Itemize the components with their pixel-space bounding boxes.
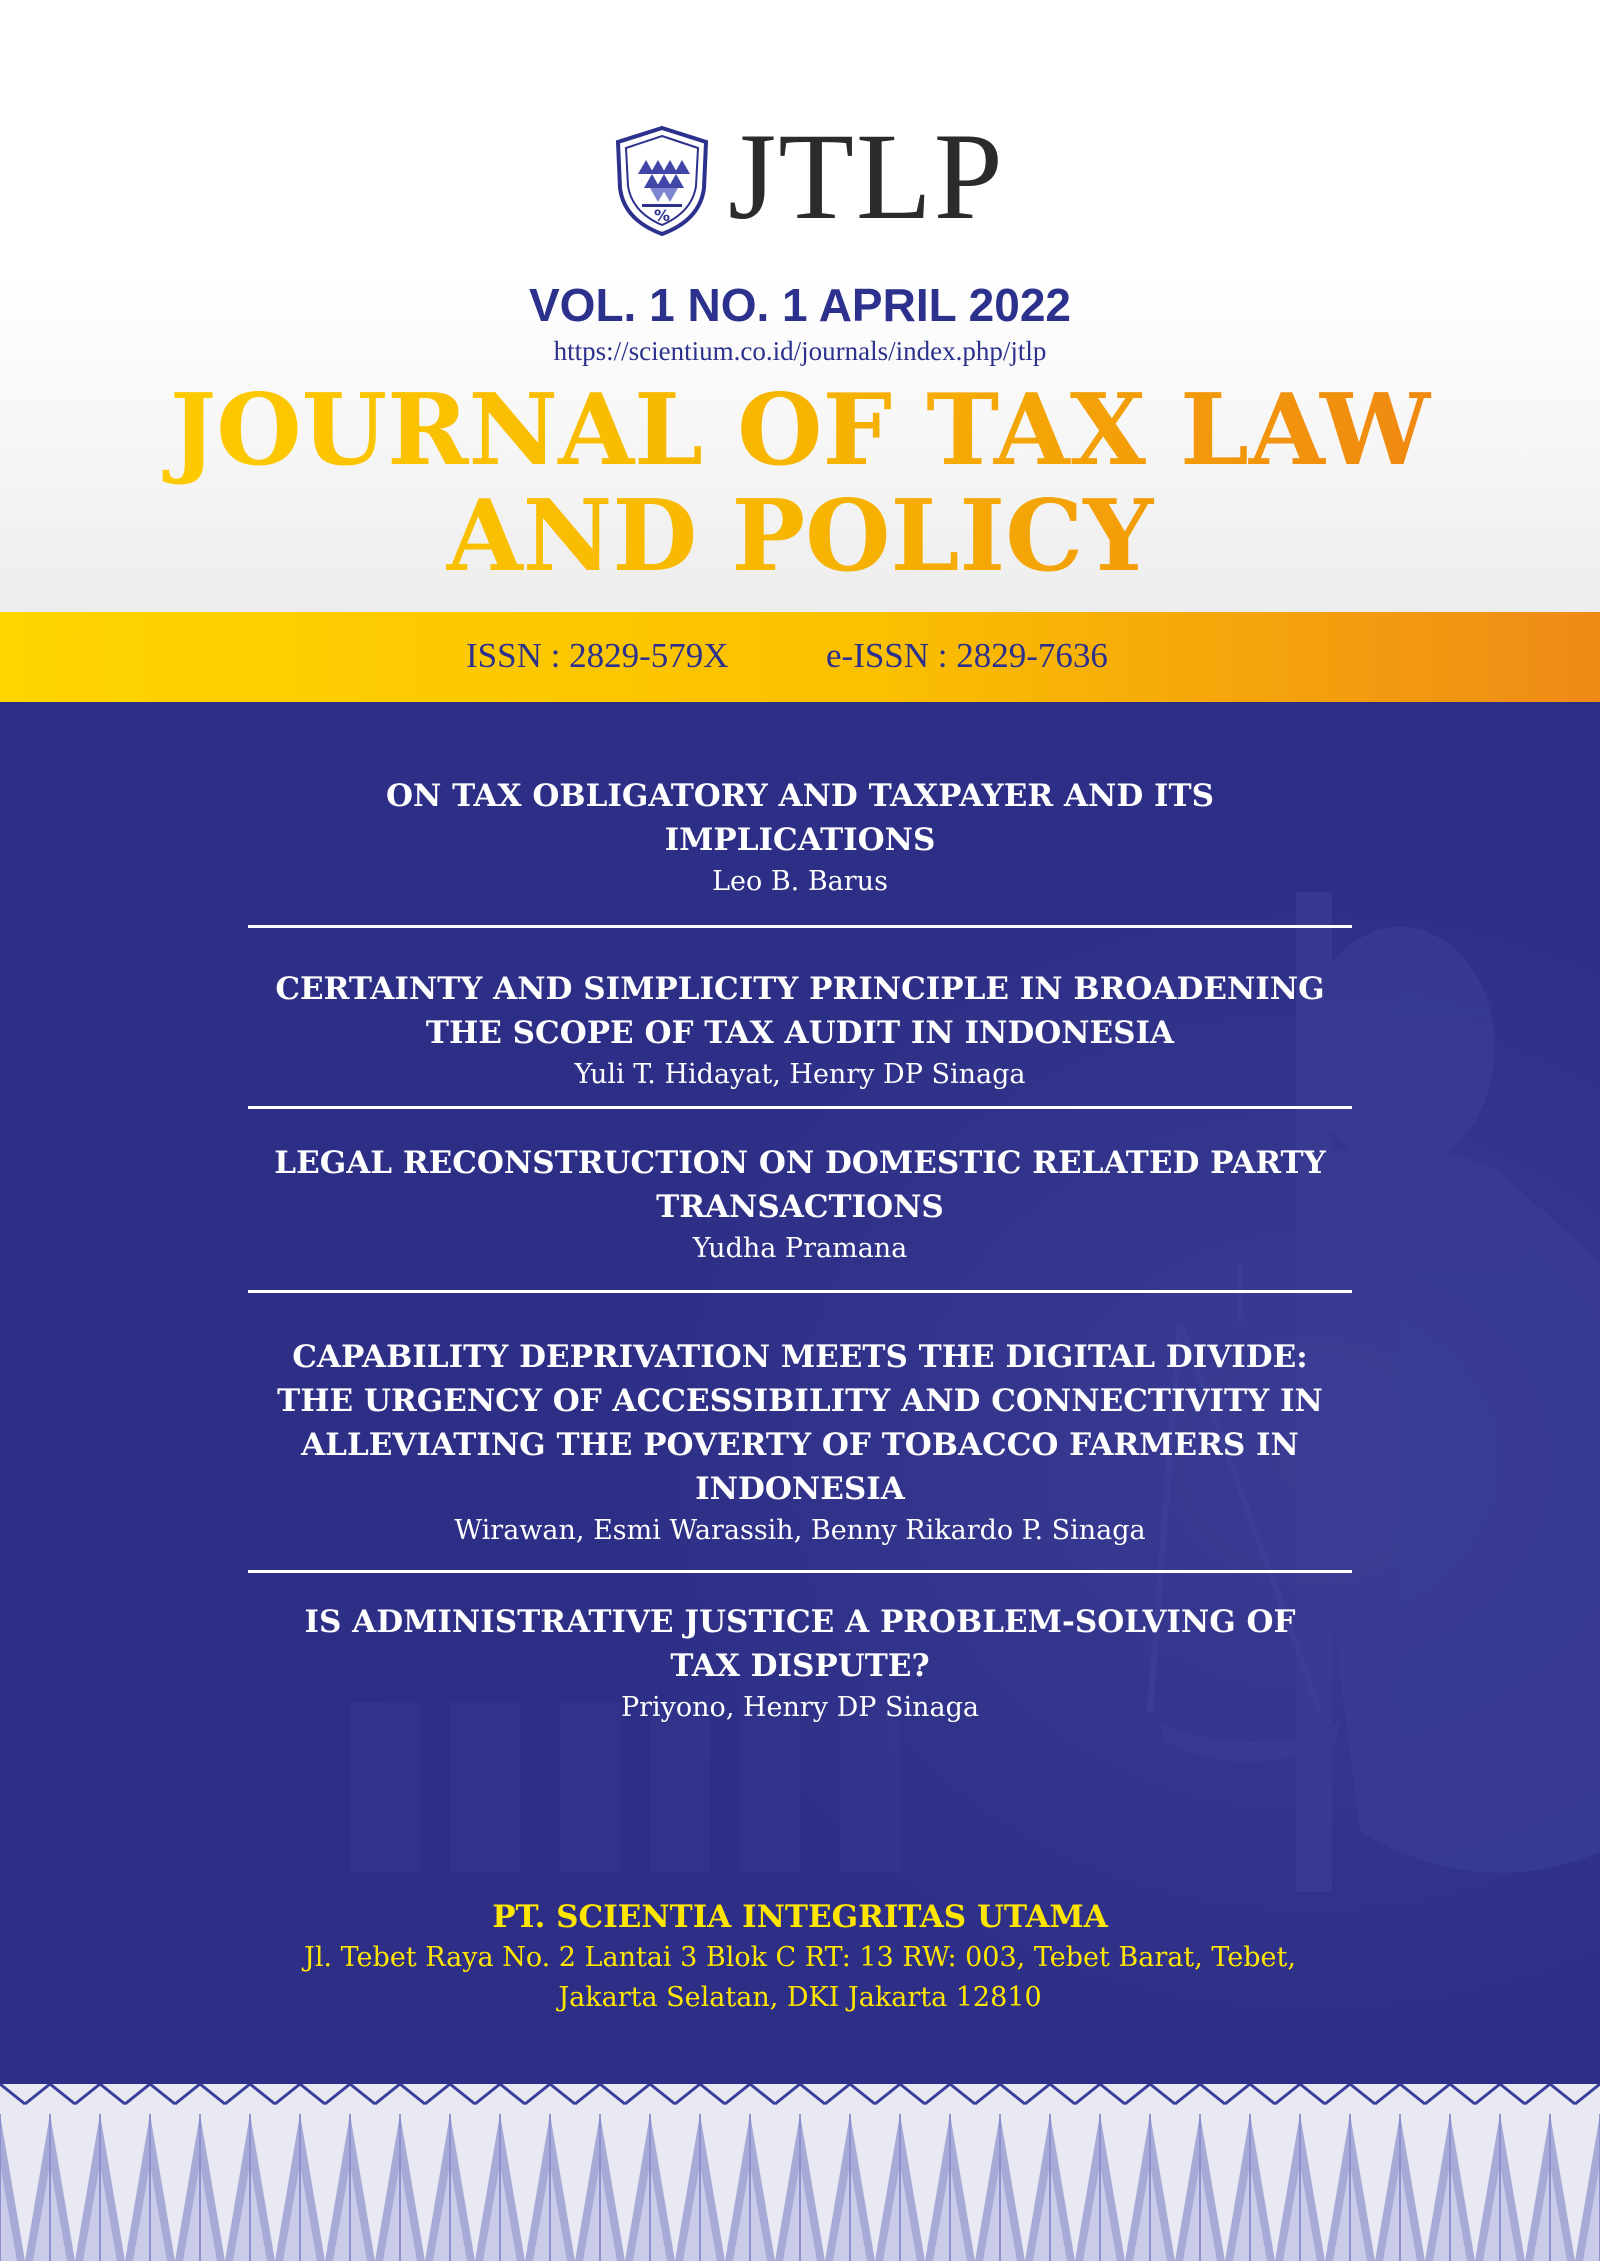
publisher-block (0, 1896, 1600, 2018)
journal-title-line: JOURNAL OF TAX LAW (169, 373, 1431, 488)
journal-title-line: AND POLICY (446, 479, 1154, 594)
journal-title (0, 373, 1600, 594)
masthead (0, 108, 1600, 245)
article-entry[interactable] (220, 1141, 1380, 1269)
cover-header (0, 0, 1600, 612)
article-entry[interactable] (220, 967, 1380, 1095)
triangle-pattern-icon (0, 2084, 1600, 2261)
article-divider (248, 1106, 1352, 1109)
article-authors: Priyono, Henry DP Sinaga (620, 1692, 980, 1723)
issn-print: ISSN : 2829-579X (466, 636, 729, 675)
article-title: LEGAL RECONSTRUCTION ON DOMESTIC RELATED PARTY TRANSACTIONS (274, 1145, 1326, 1225)
article-title: CERTAINTY AND SIMPLICITY PRINCIPLE IN BROADENING THE SCOPE OF TAX AUDIT IN INDONESIA (275, 971, 1325, 1051)
article-divider (248, 1570, 1352, 1573)
shield-logo-icon (612, 124, 712, 238)
footer-pattern (0, 2084, 1600, 2261)
volume-issue-line: VOL. 1 NO. 1 APRIL 2022 (529, 279, 1071, 331)
article-divider (248, 925, 1352, 928)
article-authors: Wirawan, Esmi Warassih, Benny Rikardo P. Sinaga (454, 1515, 1146, 1546)
article-entry[interactable] (220, 774, 1380, 902)
article-title: IS ADMINISTRATIVE JUSTICE A PROBLEM-SOLVING OF TAX DISPUTE? (304, 1604, 1296, 1684)
article-authors: Yuli T. Hidayat, Henry DP Sinaga (574, 1059, 1026, 1090)
article-entry[interactable] (220, 1335, 1380, 1551)
publisher-name: PT. SCIENTIA INTEGRITAS UTAMA (492, 1899, 1108, 1935)
article-entry[interactable] (220, 1600, 1380, 1728)
svg-text:%: % (653, 206, 671, 225)
publisher-address: Jl. Tebet Raya No. 2 Lantai 3 Blok C RT: 13 RW: 003, Tebet Barat, Tebet, Jakarta Selatan, DKI Jakarta 12810 (304, 1942, 1296, 2013)
issn-electronic: e-ISSN : 2829-7636 (826, 636, 1108, 675)
issn-band (0, 612, 1600, 702)
article-divider (248, 1290, 1352, 1293)
article-authors: Leo B. Barus (712, 866, 888, 897)
article-authors: Yudha Pramana (692, 1233, 908, 1264)
article-title: ON TAX OBLIGATORY AND TAXPAYER AND ITS IMPLICATIONS (386, 778, 1214, 858)
journal-logo-text: JTLP (728, 108, 1005, 245)
journal-url[interactable]: https://scientium.co.id/journals/index.php/jtlp (553, 336, 1047, 366)
article-title: CAPABILITY DEPRIVATION MEETS THE DIGITAL DIVIDE: THE URGENCY OF ACCESSIBILITY AND CONNECTIVITY IN ALLEVIATING THE POVERTY OF TOBACCO FARMERS IN INDONESIA (277, 1339, 1323, 1507)
